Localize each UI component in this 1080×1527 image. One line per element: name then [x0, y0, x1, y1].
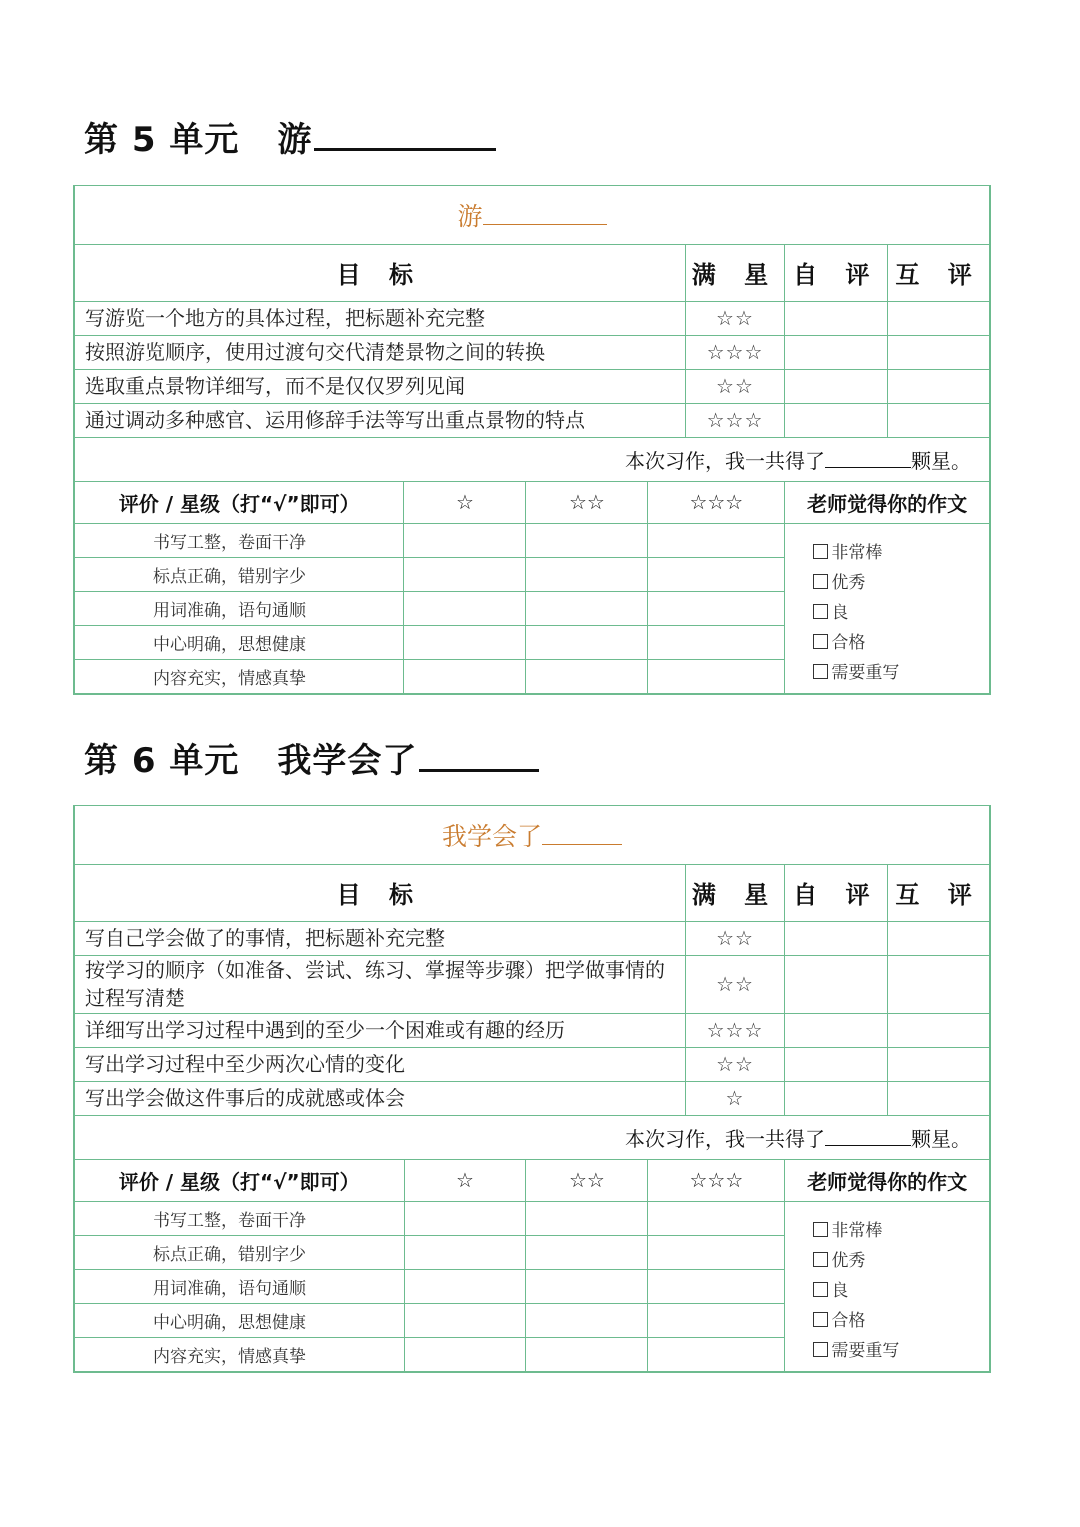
eval-item: 书写工整，卷面干净: [75, 1201, 405, 1235]
table-row: [75, 1201, 990, 1235]
peer-eval-cell[interactable]: [888, 369, 990, 403]
goal-full-stars: ☆☆: [685, 301, 785, 335]
checkbox-icon[interactable]: [813, 1252, 828, 1267]
peer-eval-cell[interactable]: [888, 403, 990, 437]
check-cell-two[interactable]: [526, 1235, 648, 1269]
unit6-heading: [84, 733, 539, 782]
unit6-col-goal: 目 标: [75, 864, 686, 921]
check-cell-two[interactable]: [526, 659, 648, 693]
unit5-total-blank[interactable]: [825, 449, 911, 468]
self-eval-cell[interactable]: [785, 335, 888, 369]
goal-text: 写游览一个地方的具体过程，把标题补充完整: [75, 301, 686, 335]
checkbox-icon[interactable]: [813, 1222, 828, 1237]
checkbox-icon[interactable]: [813, 574, 828, 589]
check-cell-two[interactable]: [526, 1269, 648, 1303]
unit6-heading-title: 我学会了: [277, 741, 418, 781]
checkbox-icon[interactable]: [813, 664, 828, 679]
goal-text: 写出学习过程中至少两次心情的变化: [75, 1047, 686, 1081]
unit6-title-blank[interactable]: [419, 739, 539, 772]
table-row: [75, 403, 990, 437]
eval-item: 中心明确，思想健康: [75, 1303, 405, 1337]
table-row: [75, 1081, 990, 1115]
unit6-total-stars: 本次习作，我一共得了 颗星。: [75, 1115, 990, 1159]
unit5-eval-two-star: ☆☆: [526, 481, 648, 523]
unit5-heading-title: 游: [277, 120, 313, 160]
unit6-teacher-header: 老师觉得你的作文: [785, 1159, 990, 1201]
eval-item: 内容充实，情感真挚: [75, 659, 404, 693]
eval-item: 标点正确，错别字少: [75, 557, 404, 591]
unit6-eval-label-header: 评价 / 星级（打“√”即可）: [75, 1159, 405, 1201]
peer-eval-cell[interactable]: [888, 1081, 990, 1115]
table-row: [75, 921, 990, 955]
goal-full-stars: ☆☆: [685, 921, 785, 955]
unit6-total-blank[interactable]: [825, 1127, 911, 1146]
peer-eval-cell[interactable]: [888, 335, 990, 369]
self-eval-cell[interactable]: [785, 1013, 888, 1047]
unit5-table-title-blank[interactable]: [483, 202, 607, 225]
table-row: [75, 1013, 990, 1047]
checkbox-icon[interactable]: [813, 544, 828, 559]
teacher-option[interactable]: 优秀: [813, 568, 989, 598]
goal-text: 写出学会做这件事后的成就感或体会: [75, 1081, 686, 1115]
teacher-option[interactable]: 非常棒: [813, 538, 989, 568]
unit6-table-title-blank[interactable]: [542, 822, 622, 845]
check-cell-one[interactable]: [404, 557, 526, 591]
check-cell-three[interactable]: [648, 1303, 785, 1337]
unit5-heading: [84, 112, 496, 161]
eval-item: 书写工整，卷面干净: [75, 523, 404, 557]
unit5-eval-one-star: ☆: [404, 481, 526, 523]
unit6-heading-prefix: 第 6 单元: [84, 741, 240, 781]
goal-full-stars: ☆☆☆: [685, 335, 785, 369]
check-cell-two[interactable]: [526, 523, 648, 557]
unit6-eval-two-star: ☆☆: [526, 1159, 648, 1201]
unit6-table-title: 我学会了: [75, 806, 990, 864]
self-eval-cell[interactable]: [785, 369, 888, 403]
check-cell-three[interactable]: [648, 659, 785, 693]
goal-text: 按照游览顺序，使用过渡句交代清楚景物之间的转换: [75, 335, 686, 369]
check-cell-one[interactable]: [404, 591, 526, 625]
table-row: [75, 955, 990, 1013]
self-eval-cell[interactable]: [785, 301, 888, 335]
self-eval-cell[interactable]: [785, 403, 888, 437]
goal-full-stars: ☆☆: [685, 369, 785, 403]
check-cell-three[interactable]: [648, 523, 785, 557]
unit5-eval-three-star: ☆☆☆: [648, 481, 785, 523]
peer-eval-cell[interactable]: [888, 1047, 990, 1081]
unit5-total-stars: 本次习作，我一共得了 颗星。: [75, 437, 990, 481]
goal-full-stars: ☆☆: [685, 1047, 785, 1081]
unit6-eval-three-star: ☆☆☆: [648, 1159, 785, 1201]
checkbox-icon[interactable]: [813, 1282, 828, 1297]
check-cell-two[interactable]: [526, 591, 648, 625]
goal-full-stars: ☆☆: [685, 955, 785, 1013]
goal-text: 按学习的顺序（如准备、尝试、练习、掌握等步骤）把学做事情的过程写清楚: [75, 955, 686, 1013]
goal-text: 选取重点景物详细写，而不是仅仅罗列见闻: [75, 369, 686, 403]
peer-eval-cell[interactable]: [888, 955, 990, 1013]
peer-eval-cell[interactable]: [888, 301, 990, 335]
table-row: [75, 301, 990, 335]
peer-eval-cell[interactable]: [888, 1013, 990, 1047]
self-eval-cell[interactable]: [785, 1081, 888, 1115]
check-cell-one[interactable]: [404, 1235, 526, 1269]
unit6-eval-one-star: ☆: [404, 1159, 526, 1201]
teacher-option[interactable]: 合格: [813, 1306, 989, 1336]
goal-text: 详细写出学习过程中遇到的至少一个困难或有趣的经历: [75, 1013, 686, 1047]
unit5-eval-label-header: 评价 / 星级（打“√”即可）: [75, 481, 404, 523]
table-row: [75, 369, 990, 403]
teacher-option[interactable]: 良: [813, 598, 989, 628]
table-row: [75, 335, 990, 369]
check-cell-two[interactable]: [526, 1201, 648, 1235]
goal-full-stars: ☆: [685, 1081, 785, 1115]
self-eval-cell[interactable]: [785, 955, 888, 1013]
check-cell-one[interactable]: [404, 1303, 526, 1337]
check-cell-three[interactable]: [648, 1235, 785, 1269]
unit6-rubric-table: [73, 805, 991, 1373]
unit5-rubric-table: [73, 185, 991, 695]
check-cell-two[interactable]: [526, 1337, 648, 1371]
table-row: [75, 1047, 990, 1081]
teacher-option[interactable]: 合格: [813, 628, 989, 658]
peer-eval-cell[interactable]: [888, 921, 990, 955]
unit6-teacher-options: [785, 1201, 990, 1371]
check-cell-one[interactable]: [404, 625, 526, 659]
unit5-teacher-header: 老师觉得你的作文: [785, 481, 990, 523]
unit5-col-peer-eval: 互 评: [888, 244, 990, 301]
unit5-heading-prefix: 第 5 单元: [84, 120, 240, 160]
eval-item: 用词准确，语句通顺: [75, 1269, 405, 1303]
unit5-col-full-stars: 满 星: [685, 244, 785, 301]
teacher-option[interactable]: 需要重写: [813, 1336, 989, 1366]
unit6-col-peer-eval: 互 评: [888, 864, 990, 921]
checkbox-icon[interactable]: [813, 634, 828, 649]
eval-item: 标点正确，错别字少: [75, 1235, 405, 1269]
goal-full-stars: ☆☆☆: [685, 1013, 785, 1047]
unit6-col-full-stars: 满 星: [685, 864, 785, 921]
unit5-table-title: 游: [75, 186, 990, 244]
check-cell-two[interactable]: [526, 557, 648, 591]
eval-item: 内容充实，情感真挚: [75, 1337, 405, 1371]
check-cell-one[interactable]: [404, 1269, 526, 1303]
self-eval-cell[interactable]: [785, 921, 888, 955]
teacher-option[interactable]: 优秀: [813, 1246, 989, 1276]
unit6-col-self-eval: 自 评: [785, 864, 888, 921]
check-cell-three[interactable]: [648, 625, 785, 659]
check-cell-one[interactable]: [404, 523, 526, 557]
check-cell-one[interactable]: [404, 1201, 526, 1235]
check-cell-three[interactable]: [648, 1269, 785, 1303]
teacher-option[interactable]: 需要重写: [813, 658, 989, 688]
check-cell-two[interactable]: [526, 1303, 648, 1337]
goal-full-stars: ☆☆☆: [685, 403, 785, 437]
check-cell-three[interactable]: [648, 1337, 785, 1371]
unit5-col-self-eval: 自 评: [785, 244, 888, 301]
checkbox-icon[interactable]: [813, 1342, 828, 1357]
check-cell-three[interactable]: [648, 591, 785, 625]
unit5-teacher-options: [785, 523, 990, 693]
unit5-title-blank[interactable]: [314, 118, 496, 151]
goal-text: 通过调动多种感官、运用修辞手法等写出重点景物的特点: [75, 403, 686, 437]
checkbox-icon[interactable]: [813, 604, 828, 619]
self-eval-cell[interactable]: [785, 1047, 888, 1081]
check-cell-two[interactable]: [526, 625, 648, 659]
table-row: [75, 523, 990, 557]
check-cell-one[interactable]: [404, 659, 526, 693]
eval-item: 中心明确，思想健康: [75, 625, 404, 659]
check-cell-three[interactable]: [648, 557, 785, 591]
check-cell-three[interactable]: [648, 1201, 785, 1235]
unit5-col-goal: 目 标: [75, 244, 686, 301]
teacher-option[interactable]: 非常棒: [813, 1216, 989, 1246]
eval-item: 用词准确，语句通顺: [75, 591, 404, 625]
check-cell-one[interactable]: [404, 1337, 526, 1371]
goal-text: 写自己学会做了的事情，把标题补充完整: [75, 921, 686, 955]
checkbox-icon[interactable]: [813, 1312, 828, 1327]
teacher-option[interactable]: 良: [813, 1276, 989, 1306]
